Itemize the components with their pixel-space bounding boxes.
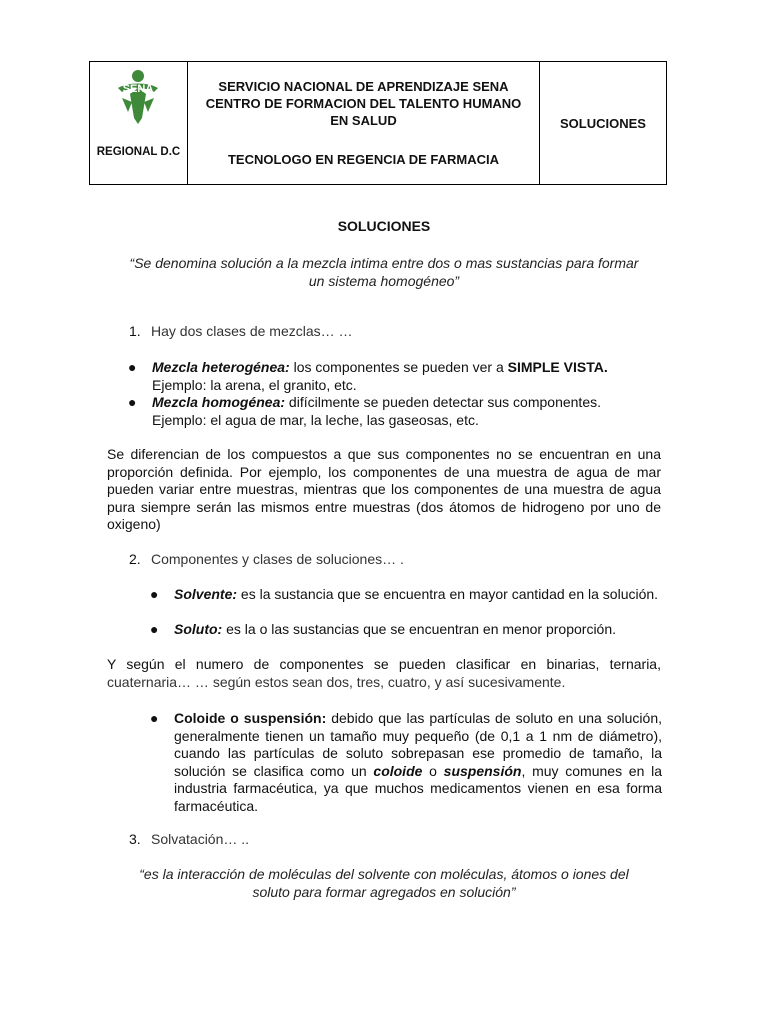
program-name: TECNOLOGO EN REGENCIA DE FARMACIA <box>227 152 500 167</box>
bullet-icon: ● <box>150 710 159 726</box>
comp-term: Soluto: <box>174 621 223 637</box>
mix-strong: SIMPLE VISTA. <box>507 359 608 375</box>
colloid-bullet <box>150 710 662 815</box>
logo-cell <box>90 62 188 184</box>
section-2-number: 2. <box>129 551 141 567</box>
colloid-em-1: coloide <box>373 762 423 779</box>
bullet-icon: ● <box>128 394 137 410</box>
institution-cell <box>188 62 540 184</box>
colloid-text-2: o <box>422 762 444 779</box>
solvation-quote <box>100 865 668 901</box>
definition-quote-line-1: “Se denomina solución a la mezcla intima entre dos o mas sustancias para formar <box>129 255 639 271</box>
colloid-em-2: suspensión <box>443 762 522 779</box>
paragraph-classification-line-2: cuaternaria… … según estos sean dos, tres, cuatro, y así sucesivamente. <box>107 673 566 690</box>
mix-example: Ejemplo: el agua de mar, la leche, las gaseosas, etc. <box>152 411 479 428</box>
document-title: SOLUCIONES <box>337 218 431 234</box>
section-3-text: Solvatación… .. <box>151 831 250 847</box>
section-2-text: Componentes y clases de soluciones… . <box>151 551 404 567</box>
header-title-cell <box>540 62 666 184</box>
solvation-quote-line-2: soluto para formar agregados en solución” <box>252 884 516 900</box>
paragraph-classification <box>107 656 661 691</box>
colloid-text-3: , muy comunes en la industria farmacéutica, ya que muchos medicamentos vienen en esa forma farmacéutica. <box>174 762 662 814</box>
definition-quote-line-2: un sistema homogéneo” <box>308 273 460 289</box>
header-title: SOLUCIONES <box>560 115 646 131</box>
bullet-icon: ● <box>128 359 137 375</box>
mix-term: Mezcla heterogénea: <box>152 359 290 375</box>
regional-label: REGIONAL D.C <box>96 146 181 158</box>
definition-quote <box>100 254 668 290</box>
section-2 <box>129 551 404 567</box>
comp-bullet-solute <box>150 621 662 639</box>
comp-bullet-solvent <box>150 586 662 604</box>
comp-text: es la o las sustancias que se encuentran en menor proporción. <box>222 621 617 637</box>
mix-text: los componentes se pueden ver a <box>289 359 508 375</box>
section-1-number: 1. <box>129 323 141 339</box>
bullet-icon: ● <box>150 586 159 602</box>
paragraph-compounds: Se diferencian de los compuestos a que sus componentes no se encuentran en una proporción definida. Por ejemplo, los componentes de una muestra de agua de mar pueden variar entre muestras, mientras que los componentes de una muestra de agua pura siempre serán las mismos entre muestras (dos átomos de hidrogeno por uno de oxigeno) <box>107 446 661 533</box>
header-table <box>89 61 667 185</box>
institution-line-1: SERVICIO NACIONAL DE APRENDIZAJE SENA <box>218 79 509 94</box>
sena-logo-icon <box>108 68 168 130</box>
paragraph-classification-line-1: Y según el numero de componentes se pueden clasificar en binarias, ternaria, <box>107 656 661 672</box>
institution-name <box>188 78 539 129</box>
mix-term: Mezcla homogénea: <box>152 394 286 410</box>
mix-text: difícilmente se pueden detectar sus componentes. <box>285 394 601 410</box>
mix-bullet-heterogeneous <box>128 359 662 394</box>
colloid-term: Coloide o suspensión: <box>174 710 327 726</box>
comp-term: Solvente: <box>174 586 238 602</box>
section-1-text: Hay dos clases de mezclas… … <box>151 323 353 339</box>
institution-line-3: EN SALUD <box>330 113 397 128</box>
section-3-number: 3. <box>129 831 141 847</box>
colloid-text-1: debido que las partículas de soluto en una solución, generalmente tienen un tamaño muy pequeño (de 0,1 a 1 nm de diámetro), cuando las partículas de soluto sobrepasan ese promedio de tamaño, la solución se clasifica como un <box>174 710 662 779</box>
section-3 <box>129 831 249 847</box>
comp-text: es la sustancia que se encuentra en mayor cantidad en la solución. <box>237 586 659 602</box>
mix-bullet-homogeneous <box>128 394 662 429</box>
bullet-icon: ● <box>150 621 159 637</box>
logo-text: SENA <box>122 83 154 95</box>
institution-line-2: CENTRO DE FORMACION DEL TALENTO HUMANO <box>205 96 522 111</box>
section-1 <box>129 323 353 339</box>
solvation-quote-line-1: “es la interacción de moléculas del solvente con moléculas, átomos o iones del <box>139 866 629 882</box>
mix-example: Ejemplo: la arena, el granito, etc. <box>152 376 357 393</box>
